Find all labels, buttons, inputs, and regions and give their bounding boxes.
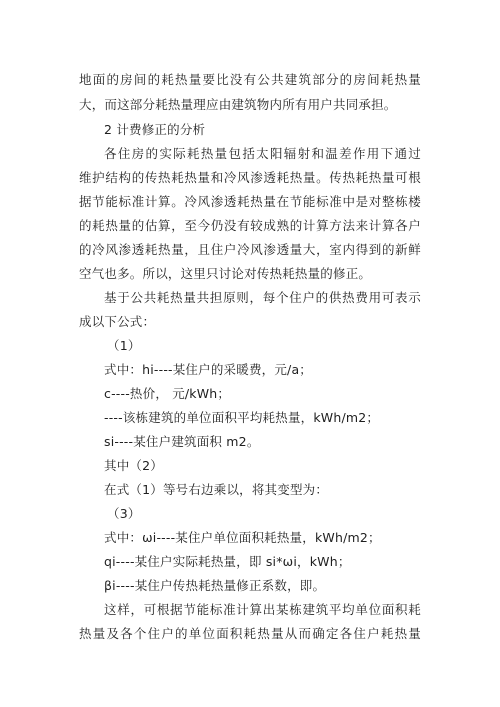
- formula-definition: c----热价， 元/kWh；: [104, 386, 231, 401]
- paragraph-line: 这样，可根据节能标准计算出某栋建筑平均单位面积耗: [104, 602, 421, 617]
- paragraph-line: 各住房的实际耗热量包括太阳辐射和温差作用下通过: [104, 146, 421, 161]
- paragraph-line: 的耗热量的估算，至今仍没有较成熟的计算方法来计算各户: [79, 218, 421, 233]
- equation-label: （1）: [107, 338, 141, 353]
- equation-label: 其中（2）: [104, 458, 163, 473]
- paragraph-line: 维护结构的传热耗热量和冷风渗透耗热量。传热耗热量可根: [79, 170, 421, 185]
- paragraph-line: 空气也多。所以，这里只讨论对传热耗热量的修正。: [79, 266, 372, 281]
- formula-definition: βi----某住户传热耗热量修正系数，即。: [104, 578, 326, 593]
- formula-definition: qi----某住户实际耗热量，即 si*ωi，kWh；: [104, 554, 351, 569]
- paragraph-line: 据节能标准计算。冷风渗透耗热量在节能标准中是对整栋楼: [79, 194, 421, 209]
- paragraph-line: 在式（1）等号右边乘以，将其变型为：: [104, 482, 329, 497]
- section-heading: 2 计费修正的分析: [104, 122, 206, 137]
- paragraph-line: 地面的房间的耗热量要比没有公共建筑部分的房间耗热量: [79, 72, 421, 87]
- paragraph-line: 的冷风渗透耗热量，且住户冷风渗透量大，室内得到的新鲜: [79, 242, 421, 257]
- paragraph-line: 热量及各个住户的单位面积耗热量从而确定各住户耗热量: [79, 626, 421, 641]
- paragraph-line: 基于公共耗热量共担原则，每个住户的供热费用可表示: [104, 290, 421, 305]
- formula-definition: ----该栋建筑的单位面积平均耗热量，kWh/m2；: [104, 410, 380, 425]
- formula-definition: 式中：hi----某住户的采暖费，元/a；: [104, 362, 313, 377]
- equation-label: （3）: [107, 506, 141, 521]
- formula-definition: si----某住户建筑面积 m2。: [104, 434, 260, 449]
- paragraph-line: 成以下公式：: [79, 314, 156, 329]
- formula-definition: 式中：ωi----某住户单位面积耗热量，kWh/m2；: [104, 530, 381, 545]
- paragraph-line: 大，而这部分耗热量理应由建筑物内所有用户共同承担。: [79, 97, 397, 112]
